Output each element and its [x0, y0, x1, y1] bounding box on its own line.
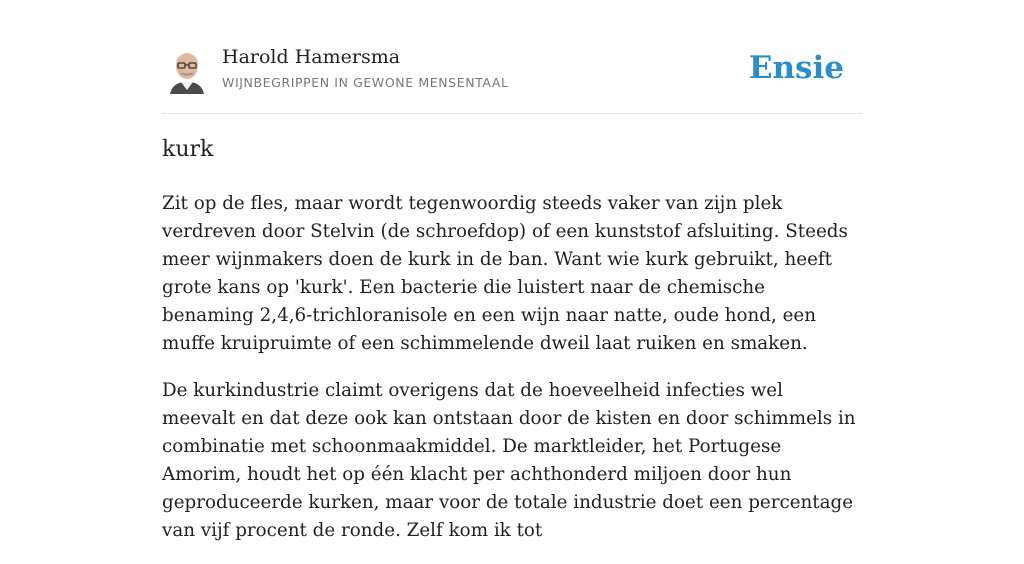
definition-paragraph: Zit op de fles, maar wordt tegenwoordig steeds vaker van zijn plek verdreven door Stelvin (de schroefdop) of een kunststof afsluiting. Steeds meer wijnmakers doen de kurk in de ban. Want wie kurk gebruikt, heeft grote kans op 'kurk'. Een bacterie die luistert naar de chemische benaming 2,4,6-trichloranisole en een wijn naar natte, oude hond, een muffe kruipruimte of een schimmelende dweil laat ruiken en smaken. — [162, 193, 848, 354]
entry-definition — [162, 190, 862, 564]
author-portrait-icon[interactable] — [166, 46, 208, 94]
entry-term-title: kurk — [162, 137, 214, 162]
author-name[interactable]: Harold Hamersma — [222, 46, 401, 68]
definition-paragraph: De kurkindustrie claimt overigens dat de hoeveelheid infecties wel meevalt en dat deze ook kan ontstaan door de kisten en door schimmels in combinatie met schoonmaakmiddel. De marktleider, het Portugese Amorim, houdt het op één klacht per achthonderd miljoen door hun geproduceerde kurken, maar voor de totale industrie doet een percentage van vijf procent de ronde. Zelf kom ik tot — [162, 380, 856, 541]
page-header — [162, 40, 862, 114]
author-tagline: WIJNBEGRIPPEN IN GEWONE MENSENTAAL — [222, 75, 509, 90]
ensie-logo[interactable]: Ensie — [748, 50, 844, 86]
